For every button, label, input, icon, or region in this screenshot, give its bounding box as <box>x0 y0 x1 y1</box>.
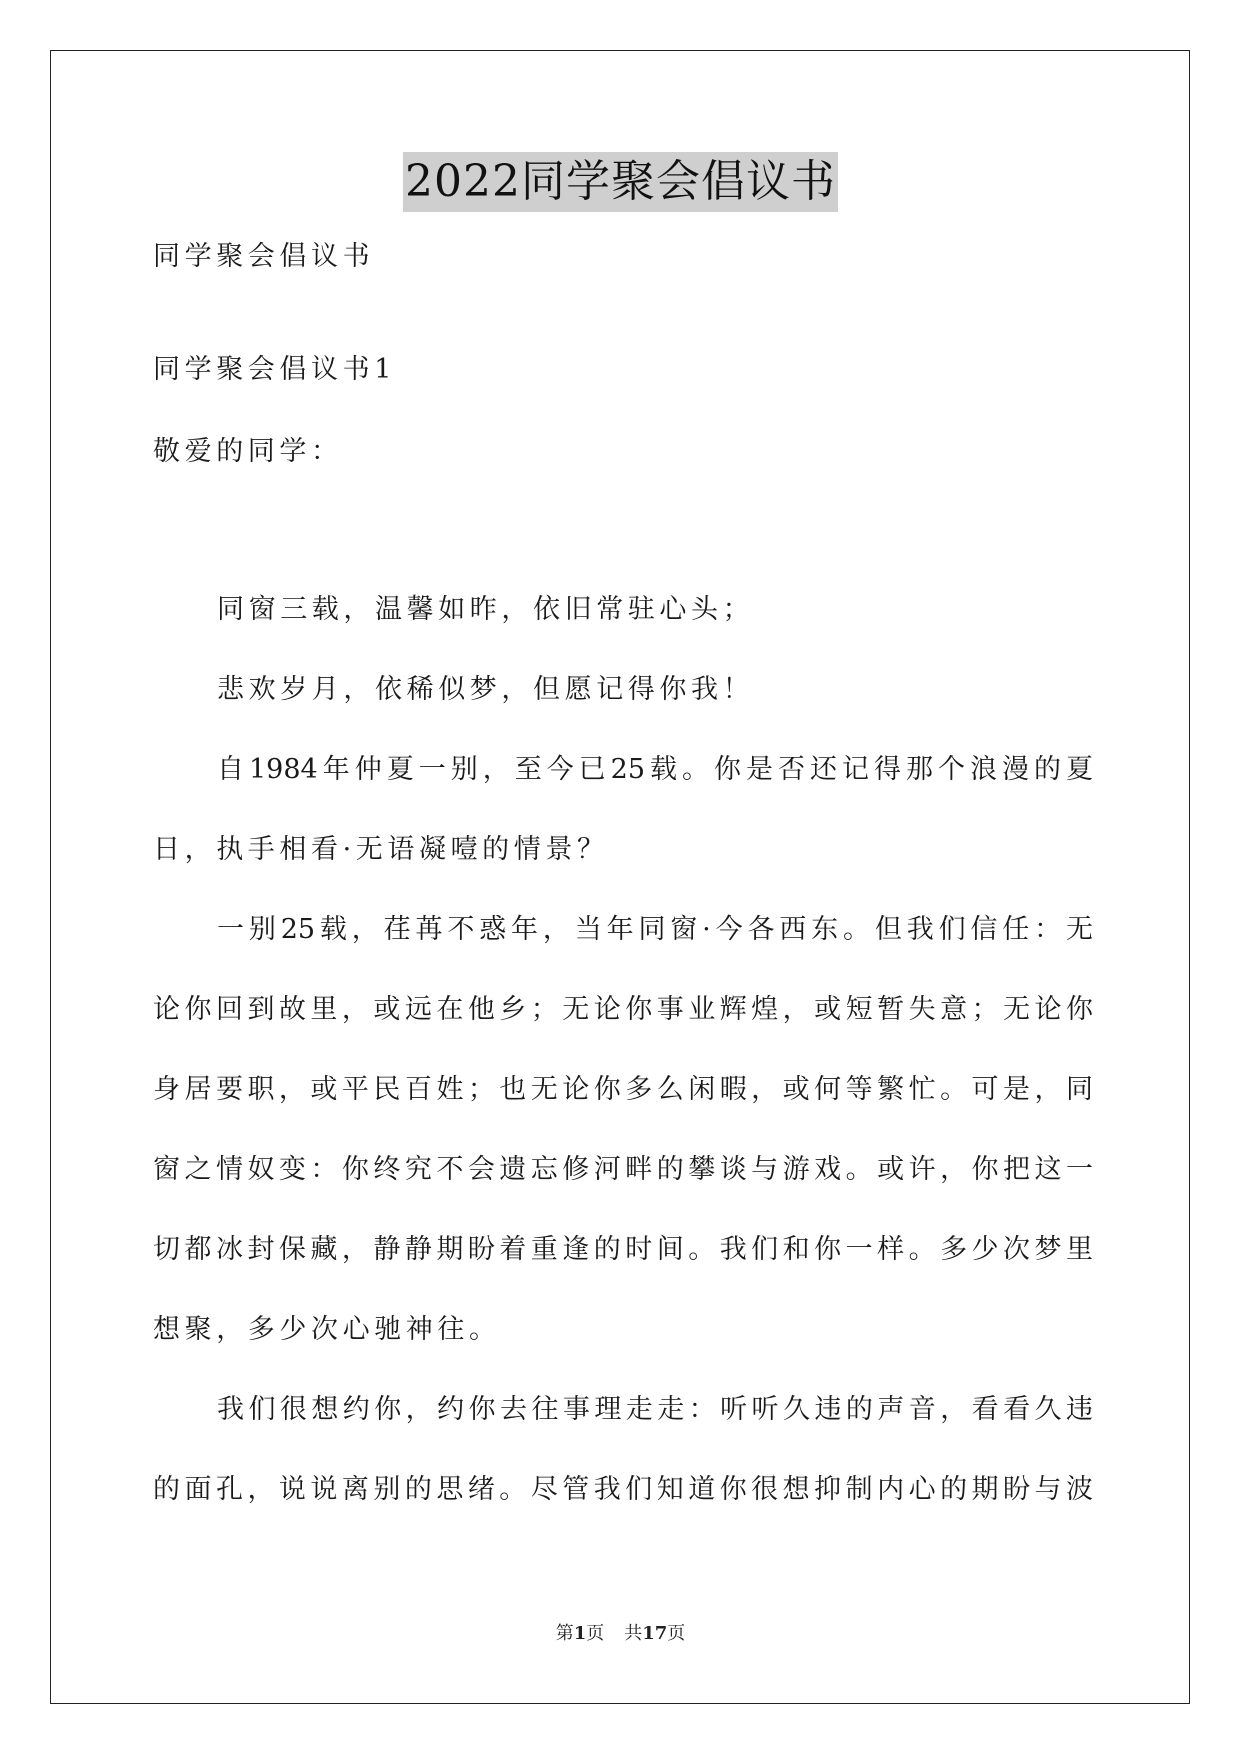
paragraph-line: 一别25载，荏苒不惑年，当年同窗·今各西东。但我们信任：无 <box>217 914 1093 945</box>
paragraph-line: 日，执手相看·无语凝噎的情景？ <box>153 834 609 865</box>
paragraph-line: 切都冰封保藏，静静期盼着重逢的时间。我们和你一样。多少次梦里 <box>153 1234 1093 1265</box>
paragraph-line: 论你回到故里，或远在他乡；无论你事业辉煌，或短暂失意；无论你 <box>153 994 1093 1025</box>
document-subtitle: 同学聚会倡议书 <box>153 241 375 272</box>
section-heading: 同学聚会倡议书1 <box>153 354 396 385</box>
salutation: 敬爱的同学： <box>153 436 343 467</box>
page-unit: 页 <box>586 1623 605 1644</box>
title-block <box>0 152 1241 212</box>
total-prefix: 共 <box>624 1623 643 1644</box>
page-total: 17 <box>642 1623 668 1644</box>
paragraph-line: 我们很想约你，约你去往事理走走：听听久违的声音，看看久违 <box>217 1394 1093 1425</box>
paragraph-line: 自1984年仲夏一别，至今已25载。你是否还记得那个浪漫的夏 <box>217 754 1093 785</box>
paragraph-line: 身居要职，或平民百姓；也无论你多么闲暇，或何等繁忙。可是，同 <box>153 1074 1093 1105</box>
total-unit: 页 <box>667 1623 686 1644</box>
paragraph-line: 悲欢岁月，依稀似梦，但愿记得你我！ <box>217 674 755 705</box>
paragraph-line: 的面孔，说说离别的思绪。尽管我们知道你很想抑制内心的期盼与波 <box>153 1474 1093 1505</box>
page-border <box>50 50 1190 1704</box>
page-prefix: 第 <box>555 1623 574 1644</box>
document-title: 2022同学聚会倡议书 <box>403 152 838 212</box>
paragraph-line: 同窗三载，温馨如昨，依旧常驻心头； <box>217 594 755 625</box>
paragraph-line: 想聚，多少次心驰神往。 <box>153 1314 501 1345</box>
paragraph-line: 窗之情奴变：你终究不会遗忘修河畔的攀谈与游戏。或许，你把这一 <box>153 1154 1093 1185</box>
page-footer <box>0 1622 1241 1646</box>
page-current: 1 <box>573 1623 587 1644</box>
